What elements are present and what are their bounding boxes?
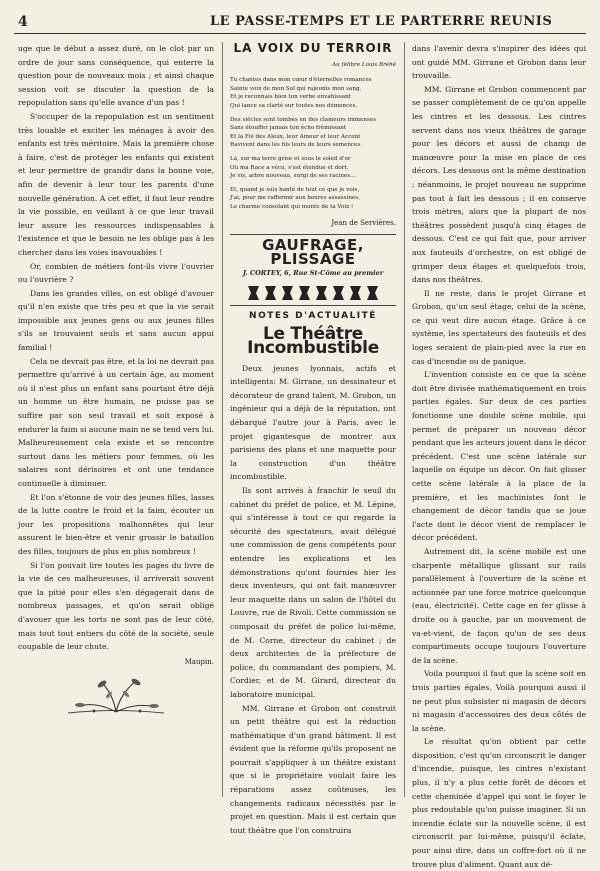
running-title: LE PASSE-TEMPS ET LE PARTERRE REUNIS — [210, 14, 553, 29]
column-divider — [404, 42, 405, 797]
column-3 — [412, 42, 586, 871]
spool-icon — [264, 285, 277, 301]
divider — [230, 305, 396, 306]
paragraph: dans l'avenir devra s'inspirer des idées qui ont guidé MM. Girrane et Grobon dans leur trouvaille. — [412, 44, 586, 81]
poem-line: Sans étouffer jamais ton écho frémissant — [230, 125, 347, 132]
spool-icon — [247, 285, 260, 301]
poem-line: Et je reconnais bien ton verbe envahissant — [230, 94, 351, 101]
spool-icon — [281, 285, 294, 301]
spool-icon — [349, 285, 362, 301]
poem-stanza — [230, 116, 396, 150]
article-title: Le Théâtre Incombustible — [247, 324, 379, 359]
poem-body — [230, 76, 396, 211]
ad-address: J. CORTEY, 6, Rue St-Côme au premier — [242, 269, 384, 278]
poem-stanza — [230, 76, 396, 110]
poem-line: Tu chantes dans mon cœur d'éternelles romances — [230, 77, 372, 84]
column-2 — [230, 42, 396, 837]
ad-title: GAUFRAGE, PLISSAGE — [262, 236, 364, 268]
paragraph: uge que le début a assez duré, on le clot par un ordre de jour sans conséquence, qui enterre la question pour de nouveaux mois ; et ainsi chaque session voit se discuter la question de la repopulation sans qu'elle avance d'un pas ! — [18, 44, 214, 108]
poem-author: Jean de Servières. — [331, 218, 396, 227]
author-signature: Maupin. — [184, 657, 214, 666]
paragraph: Dans les grandes villes, on est obligé d'avouer qu'il n'en existe que très peu et que la vie serait impossible aux jeunes gens ou aux jeunes filles s'ils se trouvaient seuls et sans aucun appui familial ! — [18, 288, 214, 353]
poem-line: Qui lance sa clarté sur toutes nos démences. — [230, 102, 358, 109]
poem-line: Où ma Race a vécu, s'est étendue et dort, — [230, 164, 349, 171]
poem-line: Et, quand je suis hanté de tout ce que je vois, — [230, 186, 360, 193]
spool-icon — [332, 285, 345, 301]
poem-stanza — [230, 155, 396, 181]
poem-line: Des siècles sont tombés en des clameurs immenses — [230, 116, 377, 123]
column-divider — [222, 42, 223, 797]
paragraph: Voila pourquoi il faut que la scène soit en trois parties égales. Voilà pourquoi aussi il ne peut plus subsister ni magasin de décors ni magasin d'accessoires des deux côtés de la scène. — [412, 669, 586, 733]
paragraph: L'invention consiste en ce que la scène doit être divisée mathématiquement en trois parties égales. Sur deux de ces parties fonctionne une double scène mobile, qui permet de préparer un nouveau décor pendant que les acteurs jouent dans le décor précédent. C'est une scène latérale sur laquelle on équipe un décor. On fait glisser cette scène latérale à la place de la première, et les machinistes font le changement de décor tandis que se joue l'acte dont le décor vient de remplacer le décor précédent. — [412, 370, 586, 543]
header-rule — [14, 33, 586, 34]
column-1 — [18, 42, 214, 722]
poem-dedication: Au félibre Louis Bréhé — [332, 61, 396, 68]
paragraph: Or, combien de métiers font-ils vivre l'ouvrier ou l'ouvrière ? — [18, 261, 214, 285]
paragraph: Autrement dit, la scène mobile est une charpente métallique glissant sur rails parallèlement à l'ouverture de la scène et actionnée par une force motrice quelconque (eau, électricité). Cette cage en fer glisse à droite ou à gauche, par un mouvement de va-et-vient, de façon qu'un de ses deux compartiments occupe toujours l'ouverture de la scène. — [412, 546, 586, 665]
paragraph: Deux jeunes lyonnais, actifs et intelligents: M. Girrane, un dessinateur et décorateur de grand talent, M. Grobon, un ingénieur qui a déjà de la réputation, ont débarqué l'autre jour à Paris, avec le projet gigantesque de montrer aux parisiens des plans et une maquette pour la construction d'un théâtre incombustible. — [230, 363, 396, 482]
paragraph: S'occuper de la repopulation est un sentiment très louable et exciter les ménages à avoir des enfants est très méritoire. Mais la première chose à faire, c'est de protéger les enfants qui existent et leur permettre de grandir dans la bonne voie, afin de devenir à leur tour les parents d'une nouvelle génération. A cet effet, il faut leur rendre la vie possible, en veillant à ce que leur travail leur assure les ressources indispensables à l'existence et que le besoin ne les oblige pas à les chercher dans les voies inavouables ! — [18, 111, 214, 257]
paragraph: Cela ne devrait pas être, et la loi ne devrait pas permettre qu'arrivé à un certain âge, au moment où il n'est plus un enfant sans pourtant être déjà un homme un être humain, ne puisse pas se suffire par son seul travail et soit exposé à endurer la faim si aucune main ne se tend vers lui. Malheureusement cela existe et se rencontre surtout dans les métiers pour femmes, où les salaires sont dérisoires et ont une tendance continuelle à diminuer. — [18, 356, 214, 488]
paragraph: Si l'on pouvait lire toutes les pages du livre de la vie de ces malheureuses, il arriverait souvent que la pitié pour elles s'en dégagerait dans de nombreux passages, et qu'on serait obligé d'avouer que les torts ne sont pas de leur côté, mais tout tout entiers du côté de la société, seule coupable de leur chute. — [18, 560, 214, 652]
paragraph: MM. Girrane et Grobon commencent par se passer complètement de ce qu'on appelle les cintres et les dessous. Les cintres servent dans nos vieux théâtres de garage pour les décors et aussi de champ de manœuvre pour la mise en place de ces décors. Les dessous ont la même destination ; néanmoins, le projet nouveau ne supprime pas tout à fait les dessous ; il en conserve trois mètres, alors que la plupart de nos théâtres possèdent jusqu'à cinq étages de dessous. C'est ce qui fait que, pour arriver aux fauteuils d'orchestre, on est obligé de grimper deux étages et quelquefois trois, dans nos théâtres. — [412, 84, 586, 285]
paragraph: Et l'on s'étonne de voir des jeunes filles, lasses de la lutte contre le froid et la faim, écouter un jour les propositions malhonnêtes qui leur assurent le bien-être et venir grossir le bataillon des filles, toujours de plus en plus nombreux ! — [18, 492, 214, 556]
poem-line: Ravivent dans les fils leurs de leurs semences. — [230, 142, 363, 149]
poem-line: Sainte voix de mon Sol qui rajeunis mon sang, — [230, 85, 362, 92]
poem-title: LA VOIX DU TERROIR — [233, 41, 393, 55]
poem-line: Je vis, arbre nouveau, surgi de ses racines... — [230, 173, 356, 180]
plant-vignette-illustration — [64, 675, 168, 717]
paragraph: Le résultat qu'on obtient par cette disposition, c'est qu'on circonscrit le danger d'incendie, puisque, les cintres n'existant plus, il n'y a plus cette forêt de décors et cette cheminée d'appel qui sont le foyer le plus redoutable qu'on puisse imaginer. Si un incendie éclate sur la nouvelle scène, il est circonscrit par lui-même, puisqu'il éclate, pour ainsi dire, dans un coffre-fort où il ne trouve plus d'aliment. Quant aux dé- — [412, 737, 586, 869]
spool-icon — [315, 285, 328, 301]
page-number: 4 — [18, 14, 28, 30]
poem-stanza — [230, 186, 396, 212]
ad-spool-row — [230, 285, 396, 301]
spool-icon — [366, 285, 379, 301]
poem-line: J'ai, pour me raffermir aux heures assassines, — [230, 195, 360, 202]
divider — [230, 234, 396, 235]
poem-line: Et la Foi des Aïeux, leur Amour et leur Accent — [230, 133, 361, 140]
section-kicker: NOTES D'ACTUALITÉ — [249, 310, 377, 321]
poem-line: Le charme consolant qui monte de ta Voix ! — [230, 203, 354, 210]
paragraph: Ils sont arrivés à franchir le seuil du cabinet du préfet de police, et M. Lépine, qui s'intéresse à tout ce qui regarde la sécurité des spectateurs, avait délégué une commission de gens compétents pour entendre les explications et les démonstrations qu'ont fournies hier les deux inventeurs, qui ont fait manœuvrer leur maquette dans un salon de l'hôtel du Louvre, rue de Rivoli. Cette commission se composait du préfet de police lui-même, de M. Corne, directeur du cabinet ; de deux architectes de la préfecture de police, du commandant des pompiers, M. Cordier, et de M. Girard, directeur du laboratoire municipal. — [230, 486, 396, 699]
paragraph: MM. Girrane et Grobon ont construit un petit théâtre qui est la réduction mathématique d'un grand bâtiment. Il est évident que la réforme qu'ils proposent ne pourrait s'appliquer à un théâtre existant que si le propriétaire voulait faire les réparations assez coûteuses, les changements radicaux nécessités par le projet en question. Mais il est certain que tout théâtre que l'on construira — [230, 703, 396, 835]
spool-icon — [298, 285, 311, 301]
poem-line: Là, sur ma terre grise et sous le soleil d'or — [230, 155, 351, 162]
paragraph: Il ne reste, dans le projet Girrane et Grobon, qu'un seul étage, celui de la scène, ce qui veut dire aucun étage. Grâce à ce système, les spectateurs des fauteuils et des loges seraient de plain-pied avec la rue en cas d'incendie ou de panique. — [412, 288, 586, 366]
